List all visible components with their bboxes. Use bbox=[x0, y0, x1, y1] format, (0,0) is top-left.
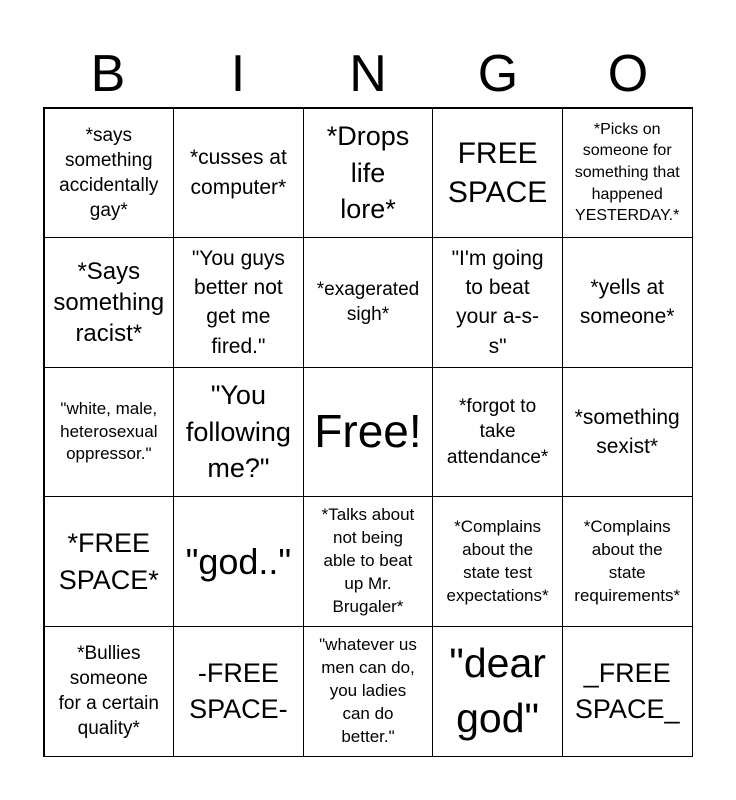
bingo-cell[interactable] bbox=[562, 237, 693, 368]
cell-text: *exagerated sigh* bbox=[316, 279, 420, 326]
bingo-cell[interactable] bbox=[173, 626, 304, 757]
bingo-cell[interactable] bbox=[173, 367, 304, 498]
bingo-cell[interactable] bbox=[303, 626, 434, 757]
bingo-cell[interactable] bbox=[173, 237, 304, 368]
bingo-cell[interactable] bbox=[44, 496, 175, 627]
free-space-center[interactable] bbox=[303, 367, 434, 498]
cell-text: *yells at someone* bbox=[579, 276, 675, 329]
cell-text: *Says something racist* bbox=[53, 257, 165, 347]
cell-text: FREE SPACE bbox=[447, 136, 548, 209]
cell-text: *Drops life lore* bbox=[326, 121, 410, 225]
cell-text: *something sexist* bbox=[574, 405, 680, 458]
bingo-header bbox=[43, 40, 693, 108]
bingo-cell[interactable] bbox=[562, 108, 693, 239]
cell-text: "dear god" bbox=[449, 639, 546, 742]
bingo-cell[interactable] bbox=[562, 626, 693, 757]
bingo-cell[interactable] bbox=[432, 367, 563, 498]
bingo-cell[interactable] bbox=[173, 496, 304, 627]
header-letter-g: G bbox=[477, 45, 519, 103]
bingo-cell[interactable] bbox=[432, 496, 563, 627]
bingo-cell[interactable] bbox=[562, 367, 693, 498]
bingo-board bbox=[43, 107, 693, 757]
cell-text: *Bullies someone for a certain quality* bbox=[58, 643, 159, 740]
cell-text: *Complains about the state requirements* bbox=[574, 516, 681, 605]
cell-text: *Talks about not being able to beat up Mr. Brugaler* bbox=[321, 505, 415, 616]
cell-text: Free! bbox=[314, 405, 422, 458]
cell-text: _FREE SPACE_ bbox=[574, 657, 680, 725]
cell-text: "You following me?" bbox=[185, 380, 291, 484]
bingo-cell[interactable] bbox=[432, 237, 563, 368]
cell-text: *Picks on someone for something that happened YESTERDAY.* bbox=[574, 120, 680, 225]
bingo-cell[interactable] bbox=[303, 108, 434, 239]
cell-text: "I'm going to beat your a-s- s" bbox=[451, 246, 544, 358]
bingo-cell[interactable] bbox=[173, 108, 304, 239]
cell-text: "whatever us men can do, you ladies can do better." bbox=[319, 634, 417, 746]
header-letter-i: I bbox=[230, 45, 246, 103]
header-letter-b: B bbox=[90, 45, 126, 103]
bingo-cell[interactable] bbox=[432, 626, 563, 757]
cell-text: *cusses at computer* bbox=[189, 146, 287, 199]
bingo-cell[interactable] bbox=[562, 496, 693, 627]
cell-text: *forgot to take attendance* bbox=[446, 396, 549, 468]
bingo-cell[interactable] bbox=[44, 367, 175, 498]
cell-text: *FREE SPACE* bbox=[58, 528, 159, 595]
bingo-cell[interactable] bbox=[44, 237, 175, 368]
cell-text: -FREE SPACE- bbox=[189, 657, 288, 725]
cell-text: *Complains about the state test expectations* bbox=[446, 516, 549, 605]
cell-text: "You guys better not get me fired." bbox=[191, 246, 285, 358]
cell-text: "white, male, heterosexual oppressor." bbox=[60, 398, 158, 464]
bingo-cell[interactable] bbox=[44, 626, 175, 757]
cell-text: *says something accidentally gay* bbox=[59, 124, 159, 221]
bingo-cell[interactable] bbox=[303, 496, 434, 627]
header-letter-n: N bbox=[349, 45, 387, 103]
bingo-cell[interactable] bbox=[303, 237, 434, 368]
bingo-cell[interactable] bbox=[44, 108, 175, 239]
cell-text: "god.." bbox=[185, 541, 292, 582]
header-letter-o: O bbox=[607, 45, 649, 103]
bingo-cell[interactable] bbox=[432, 108, 563, 239]
